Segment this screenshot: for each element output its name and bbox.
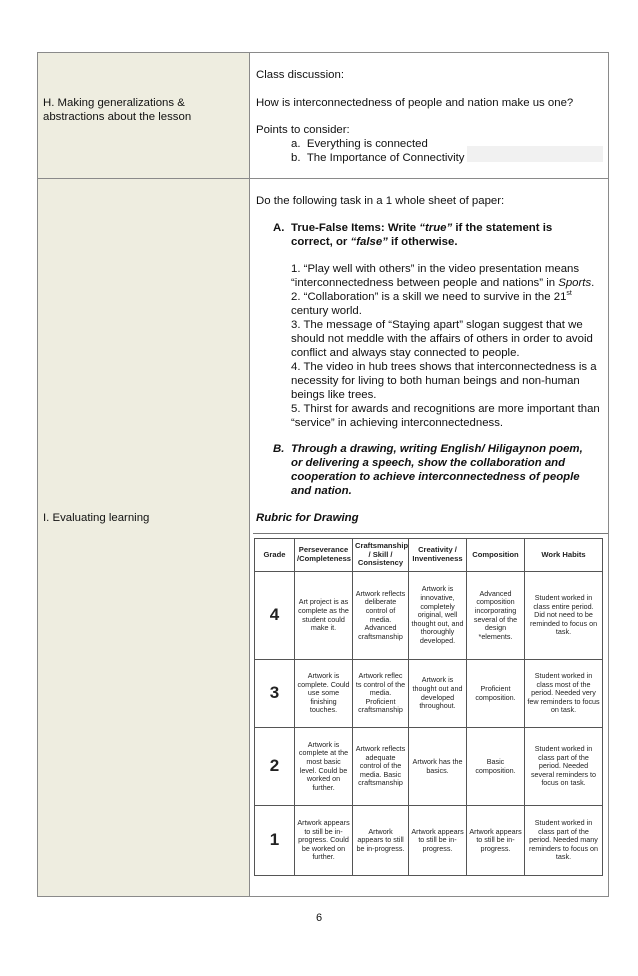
rubric-table — [254, 538, 603, 876]
rubric-cell: Proficient composition. — [467, 660, 525, 728]
rubric-cell: Artwork is complete at the most basic level. Could be worked on further. — [295, 728, 353, 806]
rubric-header: Work Habits — [525, 539, 603, 572]
rubric-header: Composition — [467, 539, 525, 572]
rubric-cell: Artwork has the basics. — [409, 728, 467, 806]
item-4: 4. The video in hub trees shows that interconnectedness is a necessity for living to both human beings and non-human beings like trees. — [291, 361, 597, 401]
page-number: 6 — [315, 912, 323, 924]
rubric-cell: Artwork appears to still be in-progress. — [353, 806, 409, 876]
rubric-cell: Artwork is thought out and developed throughout. — [409, 660, 467, 728]
highlight-shade — [467, 146, 603, 162]
class-discussion-heading: Class discussion: — [256, 69, 344, 81]
grade-cell: 2 — [255, 728, 295, 806]
rubric-cell: Artwork is complete. Could use some finishing touches. — [295, 660, 353, 728]
rubric-cell: Artwork reflects deliberate control of media. Advanced craftsmanship — [353, 572, 409, 660]
rubric-cell: Student worked in class part of the period. Needed many reminders to focus on task. — [525, 806, 603, 876]
rubric-row — [255, 728, 603, 806]
rubric-cell: Student worked in class part of the period. Needed several reminders to focus on task. — [525, 728, 603, 806]
row-h-label: H. Making generalizations & abstractions about the lesson — [43, 97, 192, 123]
rubric-cell: Artwork appears to still be in-progress. — [409, 806, 467, 876]
rubric-cell: Artwork appears to still be in-progress. Could be worked on further. — [295, 806, 353, 876]
label-column — [38, 53, 250, 896]
rubric-cell: Artwork reflects adequate control of the media. Basic craftsmanship — [353, 728, 409, 806]
part-b-marker: B. — [273, 443, 285, 455]
rubric-header: Grade — [255, 539, 295, 572]
rubric-cell: Advanced composition incorporating several of the design *elements. — [467, 572, 525, 660]
rubric-header: Perseverance /Completeness — [295, 539, 353, 572]
item-3: 3. The message of “Staying apart” slogan suggest that we should not meddle with the affairs of others in order to avoid conflict and always stay connected to people. — [291, 319, 593, 359]
rubric-title: Rubric for Drawing — [256, 512, 359, 524]
grade-cell: 3 — [255, 660, 295, 728]
rubric-header: Craftsmanship / Skill / Consistency — [353, 539, 409, 572]
rubric-row — [255, 660, 603, 728]
rubric-cell: Student worked in class most of the period. Needed very few reminders to focus on task. — [525, 660, 603, 728]
rubric-divider — [253, 533, 608, 534]
part-a-marker: A. — [273, 222, 285, 234]
rubric-header: Creativity / Inventiveness — [409, 539, 467, 572]
task-instruction: Do the following task in a 1 whole sheet of paper: — [256, 195, 505, 207]
rubric-cell: Artwork appears to still be in-progress. — [467, 806, 525, 876]
rubric-cell: Student worked in class entire period. Did not need to be reminded to focus on task. — [525, 572, 603, 660]
item-1: 1. “Play well with others” in the video presentation means “interconnectedness between people and nations” in Sports. — [291, 263, 595, 289]
points-heading: Points to consider: — [256, 124, 350, 136]
grade-cell: 1 — [255, 806, 295, 876]
true-false-items — [291, 262, 606, 430]
rubric-cell: Art project is as complete as the student could make it. — [295, 572, 353, 660]
point-item: a. Everything is connected — [291, 138, 428, 150]
part-a-line2: correct, or “false” if otherwise. — [291, 236, 458, 248]
point-item: b. The Importance of Connectivity — [291, 152, 465, 164]
row-divider — [38, 178, 608, 179]
grade-cell: 4 — [255, 572, 295, 660]
rubric-cell: Basic composition. — [467, 728, 525, 806]
rubric-row — [255, 572, 603, 660]
part-b-text: Through a drawing, writing English/ Hiligaynon poem, or delivering a speech, show the collaboration and cooperation to achieve interconnectedness of people and nation. — [291, 443, 583, 497]
item-5: 5. Thirst for awards and recognitions are more important than “service” in achieving interconnectedness. — [291, 403, 600, 429]
rubric-row — [255, 806, 603, 876]
row-i-label: I. Evaluating learning — [43, 512, 150, 524]
rubric-cell: Artwork reflec ts control of the media. Proficient craftsmanship — [353, 660, 409, 728]
rubric-cell: Artwork is innovative, completely original, well thought out, and thoroughly developed. — [409, 572, 467, 660]
item-2: 2. “Collaboration” is a skill we need to survive in the 21st century world. — [291, 290, 572, 317]
discussion-question: How is interconnectedness of people and nation make us one? — [256, 97, 574, 109]
rubric-header-row — [255, 539, 603, 572]
part-a-line1: True-False Items: Write “true” if the statement is — [291, 222, 553, 234]
